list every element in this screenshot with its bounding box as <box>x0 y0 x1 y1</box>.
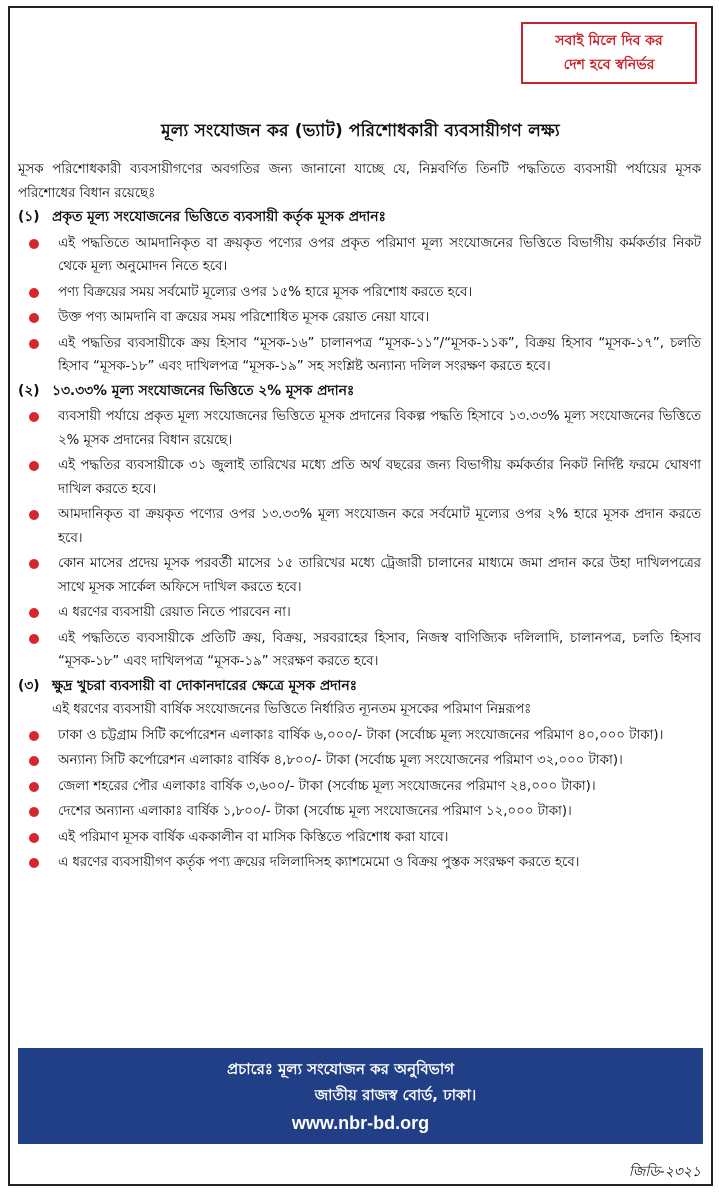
list-item-text: জেলা শহরের পৌর এলাকাঃ বার্ষিক ৩,৬০০/- টাকা (সর্বোচ্চ মূল্য সংযোজনের পরিমাণ ২৪,০০০ টাকা)। <box>58 778 596 794</box>
footer-website-link[interactable]: www.nbr-bd.org <box>291 1113 430 1133</box>
section-2-heading <box>18 380 701 404</box>
bullet-icon <box>29 510 39 520</box>
list-item <box>18 232 701 279</box>
list-item <box>18 775 701 799</box>
bullet-icon <box>29 559 39 569</box>
bullet-icon <box>29 608 39 618</box>
list-item-text: অন্যান্য সিটি কর্পোরেশন এলাকাঃ বার্ষিক ৪,৮০০/- টাকা (সর্বোচ্চ মূল্য সংযোজনের পরিমাণ ৩২,০০০ টাকা)। <box>58 753 623 768</box>
list-item-text: এই পদ্ধতিতে ব্যবসায়ীকে প্রতিটি ক্রয়, বিক্রয়, সরবরাহের হিসাব, নিজস্ব বাণিজ্যিক দলিলাদি, চালানপত্র, চলতি হিসাব “মূসক-১৮” এবং দাখিলপত্র “মূসক-১৯” সংরক্ষণ করতে হবে। <box>58 630 701 669</box>
list-item <box>18 306 701 330</box>
list-item <box>18 552 701 599</box>
list-item-text: ব্যবসায়ী পর্যায়ে প্রকৃত মূল্য সংযোজনের ভিত্তিতে মূসক প্রদানের বিকল্প পদ্ধতি হিসাবে ১৩.৩৩% মূল্য সংযোজনের ভিত্তিতে ২% মূসক প্রদানের বিধান রয়েছে। <box>58 409 701 448</box>
list-item-text: এ ধরণের ব্যবসায়ীগণ কর্তৃক পণ্য ক্রয়ের দলিলাদিসহ ক্যাশমেমো ও বিক্রয় পুস্তক সংরক্ষণ করতে হবে। <box>58 855 580 870</box>
list-item <box>18 503 701 550</box>
list-item <box>18 332 701 379</box>
section-number: (৩) <box>18 677 40 694</box>
bullet-icon <box>29 313 39 323</box>
list-item <box>18 724 701 748</box>
list-item-text: কোন মাসের প্রদেয় মূসক পরবর্তী মাসের ১৫ তারিখের মধ্যে ট্রেজারী চালানের মাধ্যমে জমা প্রদান করে উহা দাখিলপত্রের সাথে মূসক সার্কেল অফিসে দাখিল করতে হবে। <box>58 556 701 595</box>
bullet-icon <box>29 339 39 349</box>
section-3-list <box>18 724 701 875</box>
bullet-icon <box>29 288 39 298</box>
list-item <box>18 749 701 773</box>
list-item-text: এই পরিমাণ মূসক বার্ষিক এককালীন বা মাসিক কিস্তিতে পরিশোধ করা যাবে। <box>58 829 449 845</box>
list-item-text: এই পদ্ধতির ব্যবসায়ীকে ৩১ জুলাই তারিখের মধ্যে প্রতি অর্থ বছরের জন্য বিভাগীয় কর্মকর্তার নিকট নির্দিষ্ট ফরমে ঘোষণা দাখিল করতে হবে। <box>58 458 701 497</box>
list-item <box>18 851 701 875</box>
list-item-text: এ ধরণের ব্যবসায়ী রেয়াত নিতে পারবেন না। <box>58 605 291 620</box>
section-2-list <box>18 405 701 674</box>
slogan-box <box>521 22 697 84</box>
bullet-icon <box>29 412 39 422</box>
list-item <box>18 454 701 501</box>
list-item-text: দেশের অন্যান্য এলাকাঃ বার্ষিক ১,৮০০/- টাকা (সর্বোচ্চ মূল্য সংযোজনের পরিমাণ ১২,০০০ টাকা)। <box>58 804 572 819</box>
section-title: ১৩.৩৩% মূল্য সংযোজনের ভিত্তিতে ২% মূসক প্রদানঃ <box>52 382 355 399</box>
bullet-icon <box>29 858 39 868</box>
bullet-icon <box>29 833 39 843</box>
section-1-heading <box>18 206 701 230</box>
footer-publisher: প্রচারেঃ মূল্য সংযোজন কর অনুবিভাগ <box>226 1060 455 1078</box>
list-item-text: এই পদ্ধতির ব্যবসায়ীকে ক্রয় হিসাব “মূসক-১৬” চালানপত্র “মূসক-১১”/“মূসক-১১ক”, বিক্রয় হিসাব “মূসক-১৭”, চলতি হিসাব “মূসক-১৮” এবং দাখিলপত্র “মূসক-১৯” সহ সংশ্লিষ্ট অন্যান্য দলিল সংরক্ষণ করতে হবে। <box>58 335 701 374</box>
notice-body <box>18 158 701 875</box>
footer-banner <box>18 1048 703 1144</box>
list-item <box>18 800 701 824</box>
slogan-line-1: সবাই মিলে দিব কর <box>555 33 663 49</box>
section-number: (১) <box>18 209 40 225</box>
section-3-subheading: এই ধরণের ব্যবসায়ী বার্ষিক সংযোজনের ভিত্তিতে নির্ধারিত ন্যূনতম মূসকের পরিমাণ নিম্নরূপঃ <box>52 702 532 717</box>
section-3-heading <box>18 675 701 699</box>
list-item-text: আমদানিকৃত বা ক্রয়কৃত পণ্যের ওপর ১৩.৩৩% মূল্য সংযোজন করে সর্বমোট মূল্যের ওপর ২% হারে মূসক প্রদান করতে হবে। <box>58 507 701 546</box>
list-item <box>18 405 701 452</box>
list-item <box>18 281 701 305</box>
list-item <box>18 627 701 674</box>
bullet-icon <box>29 634 39 644</box>
bullet-icon <box>29 807 39 817</box>
bullet-icon <box>29 461 39 471</box>
list-item-text: ঢাকা ও চট্টগ্রাম সিটি কর্পোরেশন এলাকাঃ বার্ষিক ৬,০০০/- টাকা (সর্বোচ্চ মূল্য সংযোজনের পরিমাণ ৪০,০০০ টাকা)। <box>58 727 664 743</box>
list-item <box>18 826 701 850</box>
intro-paragraph: মূসক পরিশোধকারী ব্যবসায়ীগণের অবগতির জন্য জানানো যাচ্ছে যে, নিম্নবর্ণিত তিনটি পদ্ধতিতে ব্যবসায়ী পর্যায়ের মূসক পরিশোধের বিধান রয়েছেঃ <box>18 162 701 201</box>
bullet-icon <box>29 782 39 792</box>
bullet-icon <box>29 731 39 741</box>
advertisement-frame <box>8 6 713 1186</box>
bullet-icon <box>29 756 39 766</box>
slogan-line-2: দেশ হবে স্বনির্ভর <box>563 57 655 73</box>
bullet-icon <box>29 239 39 249</box>
section-title: ক্ষুদ্র খুচরা ব্যবসায়ী বা দোকানদারের ক্ষেত্রে মূসক প্রদানঃ <box>52 677 358 694</box>
section-title: প্রকৃত মূল্য সংযোজনের ভিত্তিতে ব্যবসায়ী কর্তৃক মূসক প্রদানঃ <box>52 209 386 225</box>
section-1-list <box>18 232 701 379</box>
footer-organization: জাতীয় রাজস্ব বোর্ড, ঢাকা। <box>314 1086 477 1104</box>
list-item-text: এই পদ্ধতিতে আমদানিকৃত বা ক্রয়কৃত পণ্যের ওপর প্রকৃত পরিমাণ মূল্য সংযোজনের ভিত্তিতে বিভাগীয় কর্মকর্তার নিকট থেকে মূল্য অনুমোদন নিতে হবে। <box>58 235 701 274</box>
list-item-text: পণ্য বিক্রয়ের সময় সর্বমোট মূল্যের ওপর ১৫% হারে মূসক পরিশোধ করতে হবে। <box>58 284 473 300</box>
section-number: (২) <box>18 382 40 399</box>
list-item-text: উক্ত পণ্য আমদানি বা ক্রয়ের সময় পরিশোধিত মূসক রেয়াত নেয়া যাবে। <box>58 310 430 325</box>
reference-code: জিডি-২৩২১ <box>628 1164 701 1180</box>
page-title: মূল্য সংযোজন কর (ভ্যাট) পরিশোধকারী ব্যবসায়ীগণ লক্ষ্য <box>161 121 560 141</box>
list-item <box>18 601 701 625</box>
